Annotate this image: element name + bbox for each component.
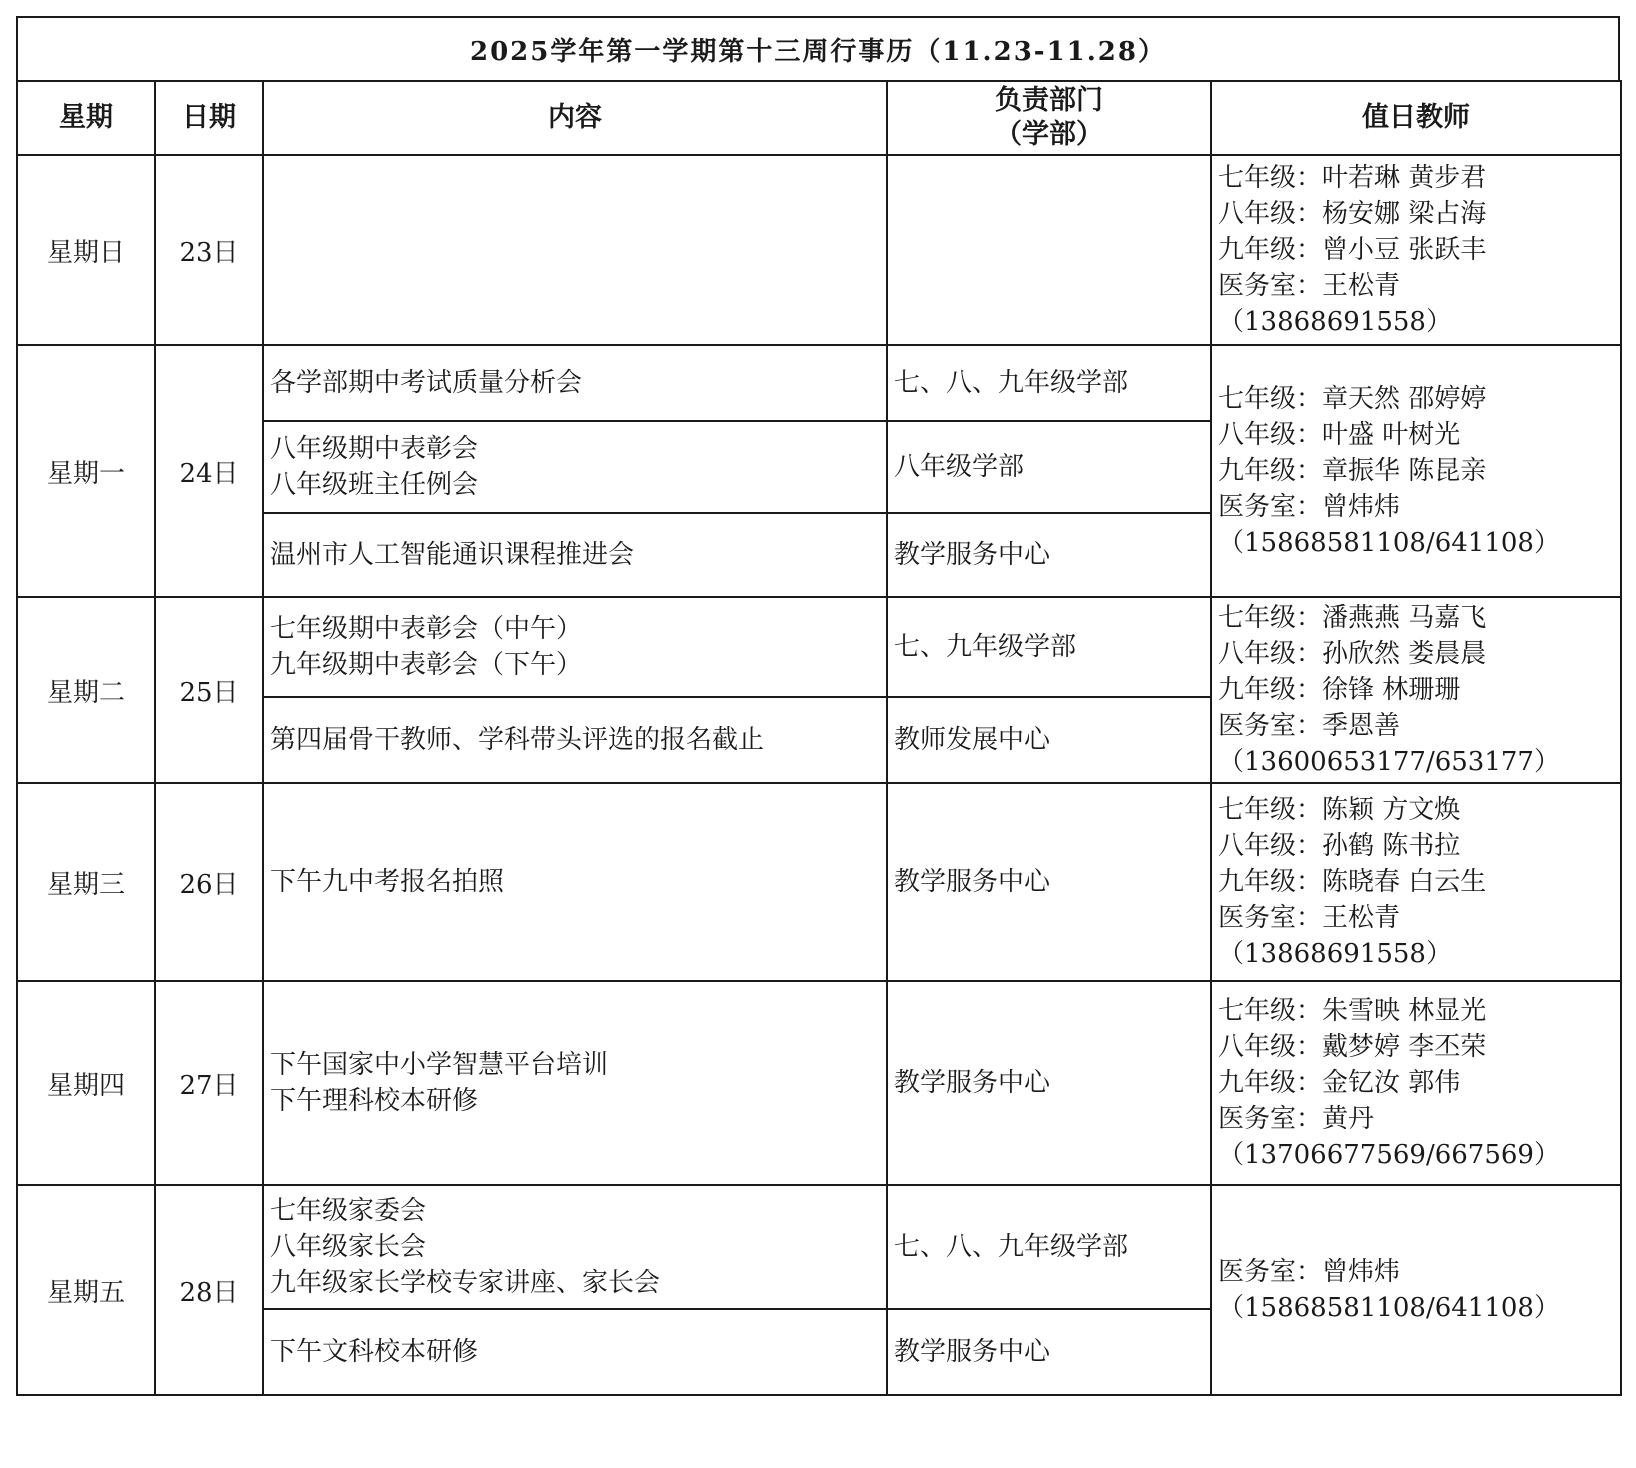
event-content-cell [263, 597, 887, 697]
schedule-row [17, 597, 1621, 697]
event-content-cell [263, 1185, 887, 1309]
duty-line: 医务室：黄丹 [1218, 1104, 1375, 1134]
date-cell: 28日 [155, 1185, 263, 1395]
event-line: 下午国家中小学智慧平台培训 [270, 1050, 609, 1080]
event-line: 八年级期中表彰会 [270, 434, 479, 464]
page-title: 2025学年第一学期第十三周行事历（11.23-11.28） [16, 16, 1620, 80]
schedule-table [16, 80, 1622, 1396]
event-line: 各学部期中考试质量分析会 [270, 368, 583, 398]
event-line: 八年级家长会 [270, 1232, 427, 1262]
duty-line: 九年级：章振华 陈昆亲 [1218, 456, 1487, 486]
schedule-row [17, 783, 1621, 981]
event-dept-cell [887, 155, 1211, 345]
event-line: 七年级期中表彰会（中午） [270, 614, 583, 644]
event-line: 九年级期中表彰会（下午） [270, 650, 583, 680]
event-dept-cell: 七、八、九年级学部 [887, 1185, 1211, 1309]
schedule-sheet [16, 16, 1620, 1396]
header-dept [887, 81, 1211, 155]
event-line: 下午文科校本研修 [270, 1337, 479, 1367]
event-content-cell [263, 981, 887, 1185]
event-dept-cell: 教学服务中心 [887, 513, 1211, 597]
event-content-cell [263, 421, 887, 513]
duty-line: 七年级：朱雪映 林显光 [1218, 996, 1487, 1026]
duty-line: 医务室：曾炜炜 [1218, 492, 1401, 522]
event-content-cell [263, 783, 887, 981]
duty-line: 九年级：曾小豆 张跃丰 [1218, 235, 1487, 265]
event-content-cell [263, 513, 887, 597]
schedule-row [17, 345, 1621, 421]
date-cell: 24日 [155, 345, 263, 597]
event-content-cell [263, 697, 887, 783]
event-line: 温州市人工智能通识课程推进会 [270, 540, 635, 570]
clinic-phone: （13600653177/653177） [1218, 747, 1560, 777]
event-content-cell [263, 155, 887, 345]
duty-line: 九年级：陈晓春 白云生 [1218, 867, 1487, 897]
date-cell: 26日 [155, 783, 263, 981]
duty-line: 八年级：戴梦婷 李丕荣 [1218, 1032, 1487, 1062]
event-dept-cell: 教学服务中心 [887, 981, 1211, 1185]
weekday-cell: 星期四 [17, 981, 155, 1185]
event-line: 九年级家长学校专家讲座、家长会 [270, 1268, 661, 1298]
duty-teachers-cell [1211, 597, 1621, 783]
event-line: 下午九中考报名拍照 [270, 867, 505, 897]
duty-line: 八年级：叶盛 叶树光 [1218, 420, 1461, 450]
header-content: 内容 [263, 81, 887, 155]
duty-line: 八年级：杨安娜 梁占海 [1218, 199, 1487, 229]
header-duty: 值日教师 [1211, 81, 1621, 155]
duty-line: 医务室：王松青 [1218, 271, 1401, 301]
event-dept-cell: 七、八、九年级学部 [887, 345, 1211, 421]
event-line: 下午理科校本研修 [270, 1086, 479, 1116]
weekday-cell: 星期二 [17, 597, 155, 783]
weekday-cell: 星期日 [17, 155, 155, 345]
date-cell: 25日 [155, 597, 263, 783]
event-dept-cell: 七、九年级学部 [887, 597, 1211, 697]
clinic-phone: （13706677569/667569） [1218, 1140, 1560, 1170]
duty-line: 八年级：孙鹤 陈书拉 [1218, 831, 1461, 861]
duty-line: 七年级：章天然 邵婷婷 [1218, 384, 1487, 414]
date-cell: 27日 [155, 981, 263, 1185]
event-content-cell [263, 1309, 887, 1395]
duty-teachers-cell [1211, 155, 1621, 345]
schedule-body [17, 155, 1621, 1395]
duty-line: 九年级：徐锋 林珊珊 [1218, 675, 1461, 705]
event-line: 七年级家委会 [270, 1196, 427, 1226]
header-weekday: 星期 [17, 81, 155, 155]
duty-teachers-cell [1211, 783, 1621, 981]
header-row [17, 81, 1621, 155]
duty-line: 七年级：陈颖 方文焕 [1218, 795, 1461, 825]
duty-teachers-cell [1211, 1185, 1621, 1395]
duty-teachers-cell [1211, 981, 1621, 1185]
duty-line: 七年级：叶若琳 黄步君 [1218, 163, 1487, 193]
weekday-cell: 星期一 [17, 345, 155, 597]
event-content-cell [263, 345, 887, 421]
header-date: 日期 [155, 81, 263, 155]
weekday-cell: 星期五 [17, 1185, 155, 1395]
header-dept-line2: （学部） [995, 119, 1103, 150]
clinic-phone: （15868581108/641108） [1218, 1293, 1560, 1323]
clinic-phone: （13868691558） [1218, 307, 1452, 337]
schedule-row [17, 155, 1621, 345]
duty-line: 医务室：季恩善 [1218, 711, 1401, 741]
duty-line: 医务室：王松青 [1218, 903, 1401, 933]
duty-line: 医务室：曾炜炜 [1218, 1257, 1401, 1287]
duty-line: 九年级：金钇汝 郭伟 [1218, 1068, 1461, 1098]
clinic-phone: （15868581108/641108） [1218, 528, 1560, 558]
duty-line: 七年级：潘燕燕 马嘉飞 [1218, 603, 1487, 633]
event-line: 八年级班主任例会 [270, 470, 479, 500]
event-dept-cell: 教学服务中心 [887, 1309, 1211, 1395]
event-dept-cell: 八年级学部 [887, 421, 1211, 513]
clinic-phone: （13868691558） [1218, 939, 1452, 969]
event-dept-cell: 教学服务中心 [887, 783, 1211, 981]
header-dept-line1: 负责部门 [995, 85, 1103, 116]
weekday-cell: 星期三 [17, 783, 155, 981]
event-line: 第四届骨干教师、学科带头评选的报名截止 [270, 725, 765, 755]
duty-line: 八年级：孙欣然 娄晨晨 [1218, 639, 1487, 669]
schedule-row [17, 1185, 1621, 1309]
date-cell: 23日 [155, 155, 263, 345]
schedule-row [17, 981, 1621, 1185]
event-dept-cell: 教师发展中心 [887, 697, 1211, 783]
duty-teachers-cell [1211, 345, 1621, 597]
